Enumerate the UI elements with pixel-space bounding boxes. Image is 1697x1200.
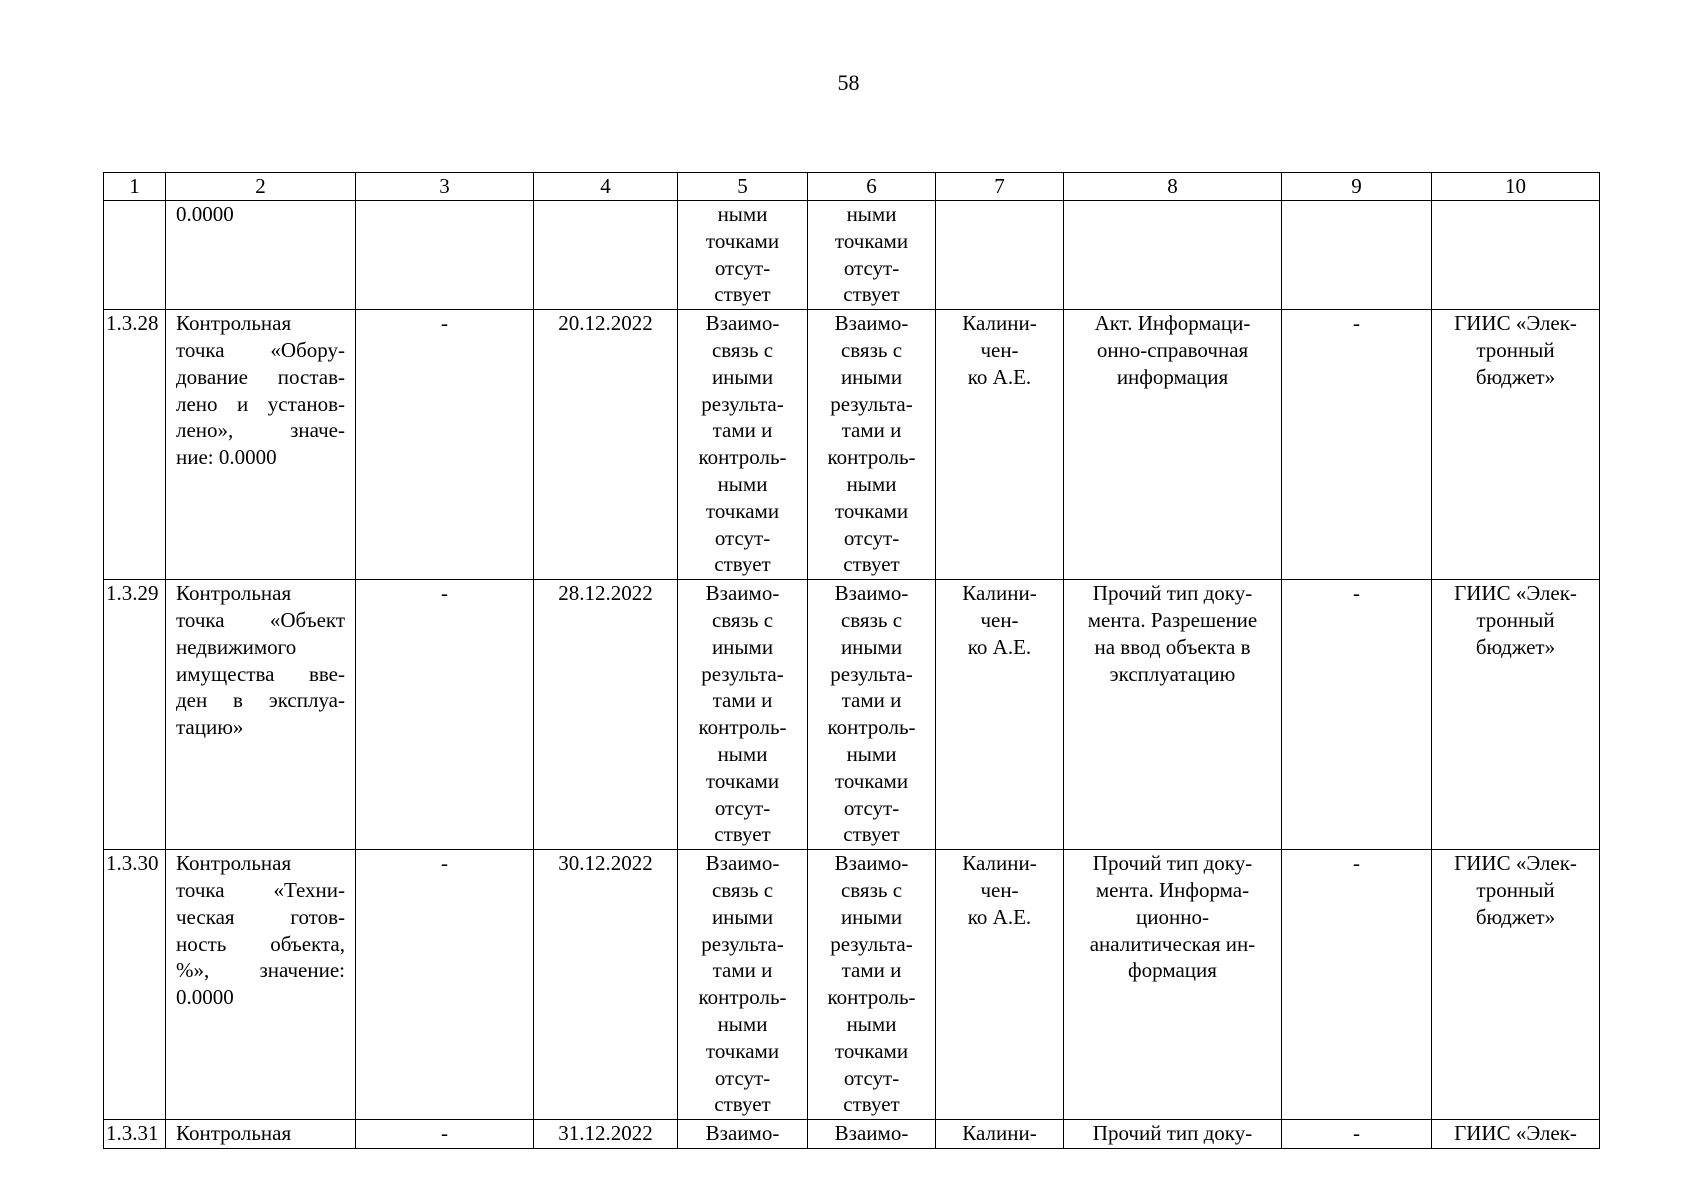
cell-line: Калини- <box>962 1121 1037 1146</box>
cell-date <box>534 850 678 1120</box>
cell-line: ко А.Е. <box>967 364 1032 389</box>
cell-line: точками <box>834 768 909 793</box>
cell-line: ние: 0.0000 <box>176 445 277 470</box>
cell-line: бюджет» <box>1475 364 1556 389</box>
cell-line: недвижимого <box>176 634 297 659</box>
cell-line: Прочий тип доку- <box>1092 1121 1253 1146</box>
column-header: 4 <box>534 173 678 201</box>
cell-line: ными <box>717 1011 768 1036</box>
cell-line: тацию» <box>176 715 244 740</box>
cell-line: аналитическая ин- <box>1089 931 1256 956</box>
cell-line: отсут- <box>714 1065 771 1090</box>
cell-line: 0.0000 <box>176 985 234 1010</box>
cell-date <box>534 580 678 850</box>
cell-number <box>104 201 166 310</box>
cell-line: контроль- <box>827 715 916 740</box>
cell-line: точками <box>705 228 780 253</box>
cell-line: Взаимо- <box>705 1121 780 1146</box>
cell-col6 <box>808 310 936 580</box>
cell-line: тами и <box>712 688 773 713</box>
cell-col5 <box>678 850 808 1120</box>
column-header: 10 <box>1432 173 1600 201</box>
cell-line: ствует <box>714 552 771 577</box>
cell-name <box>166 201 356 310</box>
cell-text: - <box>441 851 448 876</box>
cell-line: Контрольная <box>176 1121 292 1146</box>
cell-line: ГИИС «Элек- <box>1454 581 1577 606</box>
cell-line: иными <box>840 634 903 659</box>
cell-line: Взаимо- <box>834 851 909 876</box>
cell-line: контроль- <box>827 985 916 1010</box>
cell-system <box>1432 850 1600 1120</box>
cell-line: имущества вве- <box>176 661 345 686</box>
cell-col5 <box>678 310 808 580</box>
cell-line: бюджет» <box>1475 634 1556 659</box>
cell-line: контроль- <box>698 445 787 470</box>
cell-line: ствует <box>714 1092 771 1117</box>
cell-line: ствует <box>843 282 900 307</box>
cell-col9 <box>1282 850 1432 1120</box>
cell-line: ко А.Е. <box>967 634 1032 659</box>
cell-line: лено и установ- <box>176 391 345 416</box>
cell-responsible <box>936 201 1064 310</box>
cell-line: отсут- <box>843 795 900 820</box>
cell-col5 <box>678 580 808 850</box>
cell-line: иными <box>711 634 774 659</box>
cell-date <box>534 201 678 310</box>
cell-col9 <box>1282 580 1432 850</box>
cell-line: отсут- <box>843 255 900 280</box>
cell-line: чен- <box>980 877 1019 902</box>
column-header: 3 <box>356 173 534 201</box>
cell-line: на ввод объекта в <box>1094 634 1251 659</box>
cell-name <box>166 1120 356 1149</box>
cell-line: связь с <box>711 337 774 362</box>
cell-col6 <box>808 850 936 1120</box>
cell-line: связь с <box>711 607 774 632</box>
cell-line: ными <box>846 471 897 496</box>
cell-name <box>166 580 356 850</box>
cell-text: - <box>1353 851 1360 876</box>
cell-line: контроль- <box>827 445 916 470</box>
cell-line: результа- <box>830 391 913 416</box>
cell-text: 20.12.2022 <box>558 311 653 336</box>
cell-line: чен- <box>980 607 1019 632</box>
cell-line: результа- <box>701 931 784 956</box>
cell-col9 <box>1282 310 1432 580</box>
cell-col6 <box>808 580 936 850</box>
cell-line: эксплуатацию <box>1109 661 1236 686</box>
cell-line: ствует <box>843 822 900 847</box>
cell-responsible <box>936 1120 1064 1149</box>
cell-line: тронный <box>1476 337 1555 362</box>
cell-col3 <box>356 1120 534 1149</box>
cell-number <box>104 310 166 580</box>
cell-line: тронный <box>1476 607 1555 632</box>
column-header: 9 <box>1282 173 1432 201</box>
cell-line: ными <box>717 471 768 496</box>
cell-line: связь с <box>711 877 774 902</box>
cell-line: точками <box>705 498 780 523</box>
document-table <box>103 172 1600 1149</box>
cell-responsible <box>936 310 1064 580</box>
cell-line: точка «Обору- <box>176 337 345 362</box>
cell-line: тами и <box>841 688 902 713</box>
table-row <box>104 580 1600 850</box>
cell-line: Калини- <box>962 581 1037 606</box>
cell-line: точками <box>705 1038 780 1063</box>
cell-system <box>1432 201 1600 310</box>
cell-line: Прочий тип доку- <box>1092 581 1253 606</box>
cell-text: 1.3.29 <box>106 581 159 606</box>
cell-line: ными <box>717 741 768 766</box>
cell-responsible <box>936 850 1064 1120</box>
cell-line: иными <box>840 364 903 389</box>
cell-line: отсут- <box>843 1065 900 1090</box>
cell-line: формация <box>1128 958 1217 983</box>
cell-line: контроль- <box>698 985 787 1010</box>
cell-system <box>1432 310 1600 580</box>
cell-line: иными <box>840 904 903 929</box>
cell-number <box>104 1120 166 1149</box>
cell-line: ден в эксплуа- <box>176 688 345 713</box>
cell-line: чен- <box>980 337 1019 362</box>
cell-line: ствует <box>714 282 771 307</box>
cell-line: тронный <box>1476 877 1555 902</box>
cell-document <box>1064 580 1282 850</box>
column-header: 5 <box>678 173 808 201</box>
cell-number <box>104 850 166 1120</box>
cell-line: Взаимо- <box>705 581 780 606</box>
cell-line: бюджет» <box>1475 904 1556 929</box>
cell-line: дование постав- <box>176 364 345 389</box>
cell-line: Калини- <box>962 311 1037 336</box>
cell-col3 <box>356 310 534 580</box>
cell-line: результа- <box>701 391 784 416</box>
cell-text: - <box>441 311 448 336</box>
cell-line: ГИИС «Элек- <box>1454 1121 1577 1146</box>
cell-text: 1.3.28 <box>106 311 159 336</box>
cell-line: точками <box>834 228 909 253</box>
cell-date <box>534 310 678 580</box>
cell-text: - <box>1353 581 1360 606</box>
cell-line: точками <box>834 498 909 523</box>
table-row <box>104 310 1600 580</box>
cell-system <box>1432 580 1600 850</box>
cell-line: информация <box>1116 364 1229 389</box>
page-number: 58 <box>837 70 860 95</box>
cell-name <box>166 310 356 580</box>
cell-line: иными <box>711 904 774 929</box>
cell-line: отсут- <box>714 525 771 550</box>
cell-text: 28.12.2022 <box>558 581 653 606</box>
cell-line: Контрольная <box>176 311 292 336</box>
cell-line: результа- <box>701 661 784 686</box>
cell-line: отсут- <box>714 795 771 820</box>
cell-line: ствует <box>714 822 771 847</box>
table-row <box>104 850 1600 1120</box>
cell-text: 31.12.2022 <box>558 1121 653 1146</box>
cell-line: тами и <box>712 958 773 983</box>
cell-line: ность объекта, <box>176 931 345 956</box>
cell-line: тами и <box>712 418 773 443</box>
cell-line: точками <box>705 768 780 793</box>
cell-line: 0.0000 <box>176 202 234 226</box>
cell-text: - <box>441 581 448 606</box>
column-header: 7 <box>936 173 1064 201</box>
cell-document <box>1064 1120 1282 1149</box>
cell-line: связь с <box>840 337 903 362</box>
cell-line: Контрольная <box>176 581 292 606</box>
cell-text: 1.3.31 <box>106 1121 159 1146</box>
cell-col3 <box>356 850 534 1120</box>
cell-line: ционно- <box>1136 904 1209 929</box>
cell-line: мента. Разрешение <box>1087 607 1258 632</box>
cell-line: тами и <box>841 418 902 443</box>
cell-system <box>1432 1120 1600 1149</box>
cell-line: ГИИС «Элек- <box>1454 311 1577 336</box>
cell-line: Взаимо- <box>834 1121 909 1146</box>
cell-line: ными <box>846 741 897 766</box>
cell-line: Взаимо- <box>834 581 909 606</box>
cell-line: Взаимо- <box>705 311 780 336</box>
cell-line: Калини- <box>962 851 1037 876</box>
table-row <box>104 201 1600 310</box>
cell-line: иными <box>711 364 774 389</box>
cell-line: Прочий тип доку- <box>1092 851 1253 876</box>
cell-col3 <box>356 201 534 310</box>
cell-responsible <box>936 580 1064 850</box>
cell-col9 <box>1282 201 1432 310</box>
cell-line: ГИИС «Элек- <box>1454 851 1577 876</box>
cell-line: тами и <box>841 958 902 983</box>
cell-line: онно-справочная <box>1096 337 1249 362</box>
table-row <box>104 1120 1600 1149</box>
column-header: 8 <box>1064 173 1282 201</box>
cell-line: результа- <box>830 931 913 956</box>
cell-col3 <box>356 580 534 850</box>
cell-line: Контрольная <box>176 851 292 876</box>
cell-line: результа- <box>830 661 913 686</box>
cell-line: мента. Информа- <box>1095 877 1250 902</box>
cell-line: отсут- <box>843 525 900 550</box>
cell-col9 <box>1282 1120 1432 1149</box>
cell-line: точками <box>834 1038 909 1063</box>
column-header: 6 <box>808 173 936 201</box>
cell-line: ко А.Е. <box>967 904 1032 929</box>
cell-text: 1.3.30 <box>106 851 159 876</box>
cell-date <box>534 1120 678 1149</box>
cell-col6 <box>808 201 936 310</box>
cell-col5 <box>678 1120 808 1149</box>
cell-document <box>1064 201 1282 310</box>
cell-text: - <box>1353 311 1360 336</box>
cell-line: связь с <box>840 877 903 902</box>
cell-line: Акт. Информаци- <box>1094 311 1251 336</box>
cell-line: ствует <box>843 552 900 577</box>
column-header: 1 <box>104 173 166 201</box>
cell-text: - <box>441 1121 448 1146</box>
cell-line: ствует <box>843 1092 900 1117</box>
cell-line: %», значение: <box>176 958 345 983</box>
table-body <box>104 201 1600 1149</box>
cell-document <box>1064 310 1282 580</box>
cell-number <box>104 580 166 850</box>
cell-line: ными <box>717 202 768 226</box>
cell-text: 30.12.2022 <box>558 851 653 876</box>
cell-line: связь с <box>840 607 903 632</box>
cell-line: ческая готов- <box>176 904 345 929</box>
cell-document <box>1064 850 1282 1120</box>
cell-col5 <box>678 201 808 310</box>
cell-line: ными <box>846 202 897 226</box>
cell-line: точка «Объект <box>176 607 345 632</box>
cell-line: Взаимо- <box>834 311 909 336</box>
cell-text: - <box>1353 1121 1360 1146</box>
cell-name <box>166 850 356 1120</box>
cell-line: отсут- <box>714 255 771 280</box>
cell-line: Взаимо- <box>705 851 780 876</box>
cell-col6 <box>808 1120 936 1149</box>
cell-line: лено», значе- <box>176 418 345 443</box>
cell-line: точка «Техни- <box>176 877 345 902</box>
column-header: 2 <box>166 173 356 201</box>
cell-line: контроль- <box>698 715 787 740</box>
cell-line: ными <box>846 1011 897 1036</box>
header-row <box>104 173 1600 201</box>
